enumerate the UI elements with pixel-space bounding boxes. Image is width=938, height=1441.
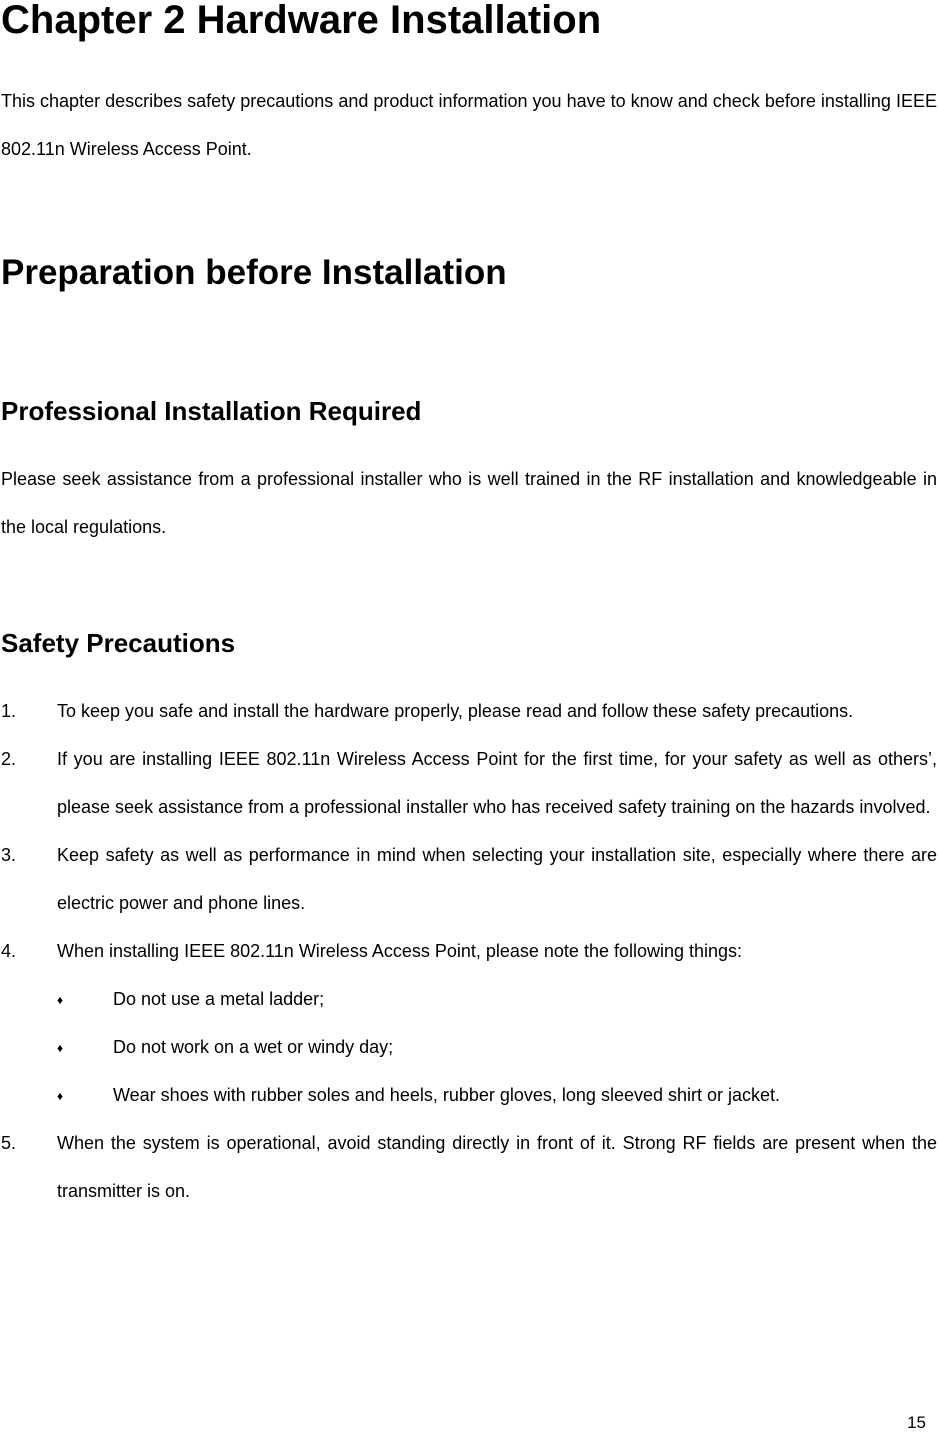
sub-list-item-text: Do not use a metal ladder;	[113, 989, 325, 1009]
list-item	[0, 1119, 937, 1215]
sub-list-item-text: Wear shoes with rubber soles and heels, rubber gloves, long sleeved shirt or jacket.	[113, 1085, 781, 1105]
list-item-text: Keep safety as well as performance in mind when selecting your installation site, especially where there are electric power and phone lines.	[57, 845, 937, 913]
professional-heading: Professional Installation Required	[1, 396, 422, 426]
sub-list-item	[57, 1071, 937, 1119]
list-item	[0, 831, 937, 927]
list-item	[0, 927, 937, 1119]
list-item-text: When installing IEEE 802.11n Wireless Access Point, please note the following things:	[57, 941, 743, 961]
list-item	[0, 735, 937, 831]
list-number: 1.	[1, 701, 17, 721]
intro-paragraph: This chapter describes safety precautions and product information you have to know and check before installing IEEE 802.11n Wireless Access Point.	[1, 91, 937, 159]
list-number: 3.	[1, 845, 17, 865]
section-heading: Preparation before Installation	[1, 253, 507, 292]
professional-paragraph: Please seek assistance from a professional installer who is well trained in the RF installation and knowledgeable in the local regulations.	[1, 469, 937, 537]
list-item	[0, 687, 937, 735]
list-number: 2.	[1, 749, 17, 769]
safety-list	[0, 687, 938, 1215]
list-number: 4.	[1, 941, 17, 961]
sub-list-item	[57, 1023, 937, 1071]
page-number: 15	[907, 1413, 926, 1432]
sub-list	[57, 975, 937, 1119]
list-item-text: If you are installing IEEE 802.11n Wireless Access Point for the first time, for your safety as well as others’, please seek assistance from a professional installer who has received safety training on the hazards involved.	[57, 749, 937, 817]
sub-list-item-text: Do not work on a wet or windy day;	[113, 1037, 394, 1057]
diamond-bullet-icon: ♦	[57, 1089, 64, 1103]
diamond-bullet-icon: ♦	[57, 993, 64, 1007]
diamond-bullet-icon: ♦	[57, 1041, 64, 1055]
list-item-text: To keep you safe and install the hardware properly, please read and follow these safety precautions.	[57, 701, 854, 721]
safety-heading: Safety Precautions	[1, 628, 236, 658]
sub-list-item	[57, 975, 937, 1023]
chapter-title: Chapter 2 Hardware Installation	[1, 0, 602, 42]
list-item-text: When the system is operational, avoid standing directly in front of it. Strong RF fields are present when the transmitter is on.	[57, 1133, 937, 1201]
list-number: 5.	[1, 1133, 17, 1153]
